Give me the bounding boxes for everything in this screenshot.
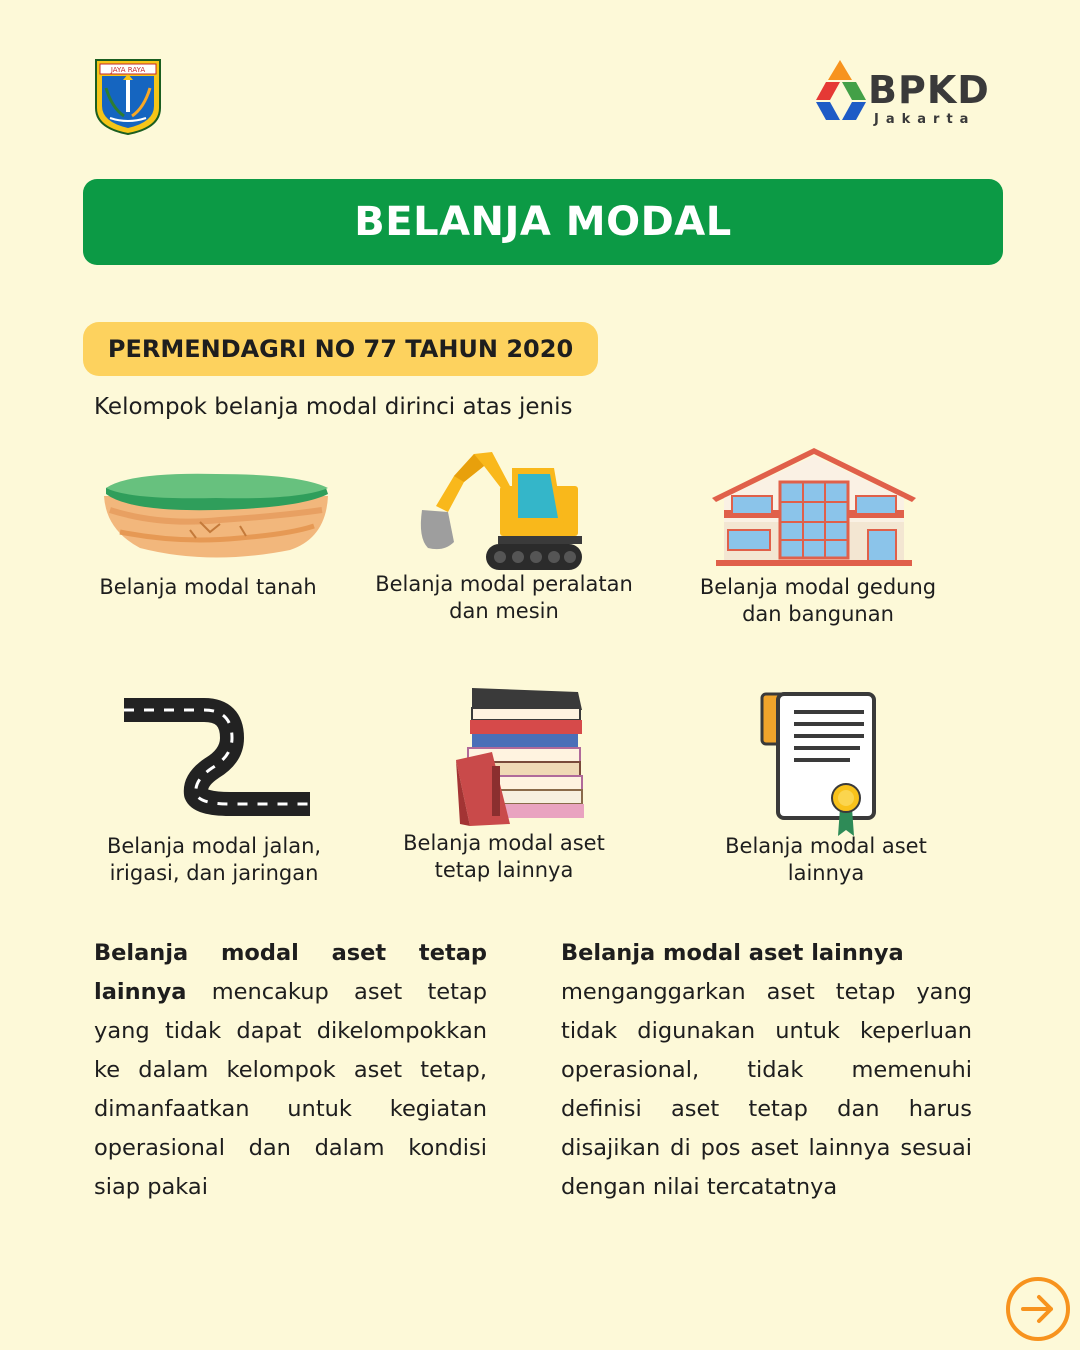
regulation-badge bbox=[83, 322, 598, 376]
item-label-line: Belanja modal jalan, bbox=[106, 834, 322, 858]
page-title: BELANJA MODAL bbox=[354, 199, 732, 245]
item-label-peralatan bbox=[364, 571, 644, 625]
item-label-line: lainnya bbox=[787, 861, 865, 885]
title-banner bbox=[83, 179, 1003, 265]
item-label-line: Belanja modal aset bbox=[403, 831, 605, 855]
item-label-line: Belanja modal gedung bbox=[699, 575, 937, 599]
definition-term: Belanja modal aset lainnya bbox=[561, 940, 904, 966]
item-label-aset-tetap bbox=[364, 830, 644, 884]
certificate-icon bbox=[760, 690, 878, 840]
excavator-icon bbox=[414, 446, 586, 572]
item-label-jalan bbox=[74, 833, 354, 887]
item-label-line: Belanja modal peralatan bbox=[375, 572, 633, 596]
brand-name: BPKD bbox=[868, 68, 990, 112]
regulation-label: PERMENDAGRI NO 77 TAHUN 2020 bbox=[107, 335, 574, 363]
bpkd-emblem-icon bbox=[812, 58, 868, 130]
definition-term: Belanja modal aset tetap lainnya bbox=[94, 940, 487, 1005]
books-icon bbox=[448, 684, 588, 828]
crest-motto: JAYA RAYA bbox=[110, 66, 146, 74]
brand-subtitle: Jakarta bbox=[874, 112, 976, 127]
next-arrow-icon[interactable] bbox=[1005, 1276, 1071, 1342]
definition-text: mencakup aset tetap yang tidak dapat dikelompokkan ke dalam kelompok aset tetap, dimanfaatkan untuk kegiatan operasional dan dalam kondisi siap pakai bbox=[94, 979, 487, 1200]
item-label-aset-lainnya bbox=[686, 833, 966, 887]
definition-aset-lainnya bbox=[561, 934, 972, 1207]
item-label-line: irigasi, dan jaringan bbox=[109, 861, 319, 885]
intro-text: Kelompok belanja modal dirinci atas jenis bbox=[94, 394, 573, 420]
bpkd-logo bbox=[812, 58, 1002, 130]
definition-text: menganggarkan aset tetap yang tidak digunakan untuk keperluan operasional, tidak memenuhi definisi aset tetap dan harus disajikan di pos aset lainnya sesuai dengan nilai tercatatnya bbox=[561, 979, 972, 1200]
definition-aset-tetap-lainnya bbox=[94, 934, 487, 1207]
item-label-line: Belanja modal aset bbox=[725, 834, 927, 858]
item-label-line: tetap lainnya bbox=[434, 858, 574, 882]
jakarta-crest-logo bbox=[94, 58, 162, 136]
item-label-gedung bbox=[678, 574, 958, 628]
item-label-line: dan mesin bbox=[449, 599, 559, 623]
item-label-tanah bbox=[68, 574, 348, 601]
land-icon bbox=[100, 470, 332, 560]
road-icon bbox=[120, 698, 314, 820]
item-label-line: dan bangunan bbox=[742, 602, 894, 626]
building-icon bbox=[708, 444, 920, 566]
item-label-line: Belanja modal tanah bbox=[99, 575, 317, 599]
